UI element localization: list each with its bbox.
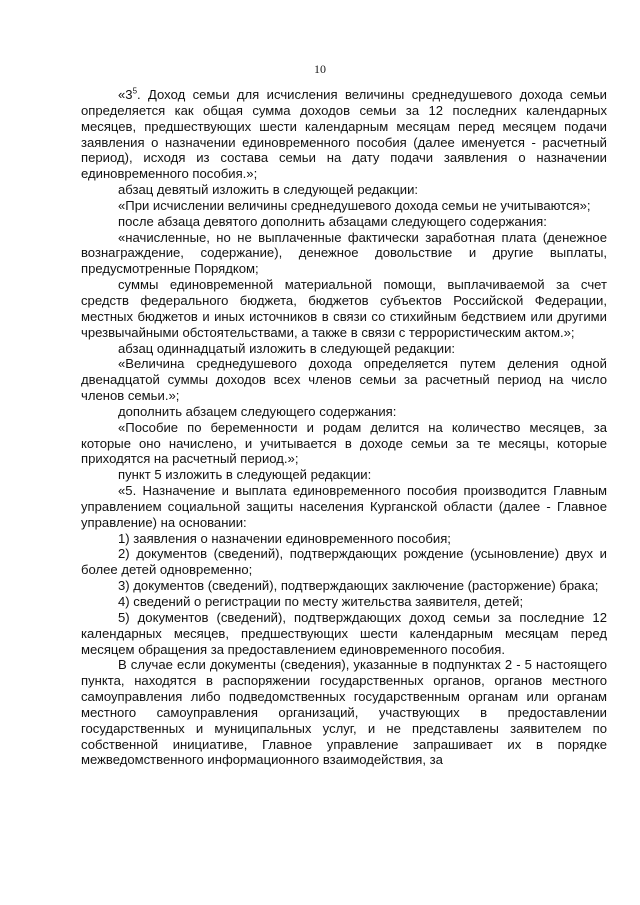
paragraph-text: . Доход семьи для исчисления величины среднедушевого дохода семьи определяется как общая сумма доходов семьи за 12 последних календарных месяцев, предшествующих шести календарным месяцам перед месяцем подачи заявления о назначении единовременного пособия (далее именуется - расчетный период), исходя из состава семьи на дату подачи заявления о назначении единовременного пособия.»;	[81, 87, 607, 182]
paragraph: пункт 5 изложить в следующей редакции:	[118, 467, 372, 483]
paragraph: после абзаца девятого дополнить абзацами следующего содержания:	[118, 213, 547, 229]
document-body	[81, 87, 607, 768]
paragraph: суммы единовременной материальной помощи, выплачиваемой за счет средств федерального бюджета, бюджетов субъектов Российской Федерации, местных бюджетов и иных источников в связи со стихийным бедствием или другими чрезвычайными обстоятельствами, а также в связи с террористическим актом.»;	[81, 277, 607, 340]
list-item: 5) документов (сведений), подтверждающих доход семьи за последние 12 календарных месяцев, предшествующих шести календарным месяцам перед месяцем обращения за предоставлением единовременного пособия.	[81, 609, 607, 657]
paragraph: «начисленные, но не выплаченные фактически заработная плата (денежное вознаграждение, содержание), денежное довольствие и другие выплаты, предусмотренные Порядком;	[81, 229, 607, 277]
paragraph: дополнить абзацем следующего содержания:	[118, 403, 397, 419]
paragraph: «5. Назначение и выплата единовременного пособия производится Главным управлением социальной защиты населения Курганской области (далее - Главное управление) на основании:	[81, 483, 607, 530]
paragraph: «Величина среднедушевого дохода определяется путем деления одной двенадцатой суммы доходов всех членов семьи за расчетный период на число членов семьи.»;	[81, 356, 607, 404]
page-number: 10	[314, 62, 326, 76]
list-item: 1) заявления о назначении единовременного пособия;	[118, 530, 451, 546]
paragraph-income-definition	[81, 87, 607, 182]
paragraph: абзац одиннадцатый изложить в следующей редакции:	[118, 340, 456, 356]
paragraph-quote-number: «3	[118, 87, 133, 102]
paragraph: В случае если документы (сведения), указанные в подпунктах 2 - 5 настоящего пункта, находятся в распоряжении государственных органов, органов местного самоуправления либо подведомственных государственным органам или органам местного самоуправления организаций, участвующих в предоставлении государственных и муниципальных услуг, и не представлены заявителем по собственной инициативе, Главное управление запрашивает их в порядке межведомственного информационного взаимодействия, за	[81, 657, 607, 768]
paragraph-superscript: 5	[132, 86, 138, 96]
list-item: 3) документов (сведений), подтверждающих заключение (расторжение) брака;	[118, 578, 599, 594]
list-item: 4) сведений о регистрации по месту жительства заявителя, детей;	[118, 594, 524, 609]
list-item: 2) документов (сведений), подтверждающих рождение (усыновление) двух и более детей одновременно;	[81, 546, 607, 578]
paragraph: «При исчислении величины среднедушевого дохода семьи не учитываются»;	[118, 197, 591, 213]
paragraph: «Пособие по беременности и родам делится на количество месяцев, за которые оно начислено, и учитывается в доходе семьи за те месяцы, которые приходятся на расчетный период.»;	[81, 419, 607, 467]
paragraph: абзац девятый изложить в следующей редакции:	[118, 182, 419, 198]
